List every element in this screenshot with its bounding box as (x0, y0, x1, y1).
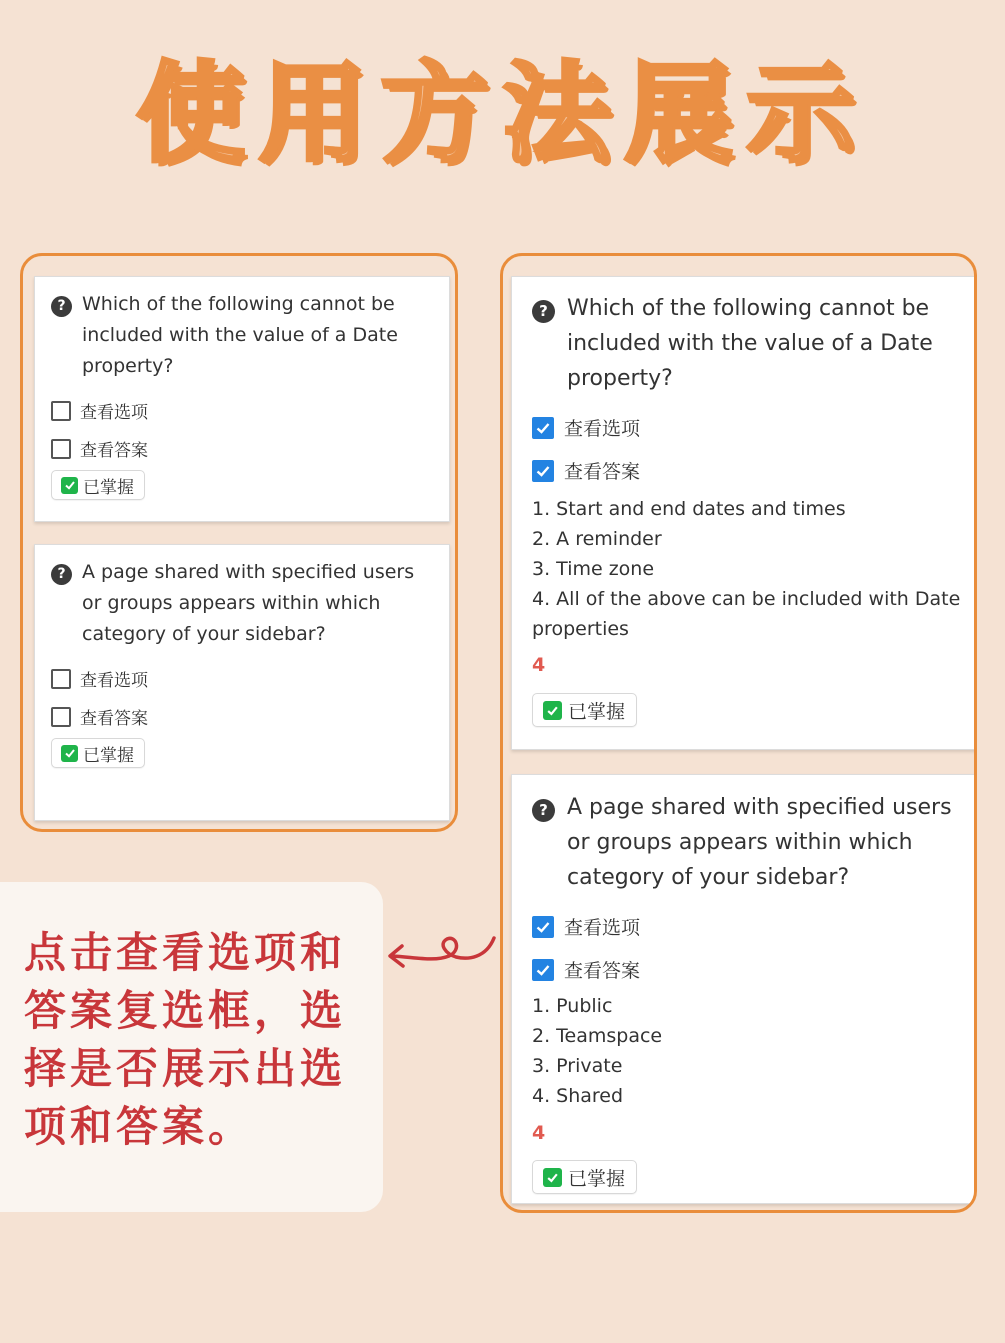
answer-text: 4 (532, 1122, 546, 1144)
mastered-button[interactable] (51, 470, 145, 500)
show-answer-checkbox[interactable] (532, 457, 640, 484)
checkbox-box[interactable] (51, 707, 71, 727)
checkbox-label: 查看选项 (564, 418, 641, 440)
page-title: 使用方法展示 (136, 52, 869, 177)
show-answer-checkbox[interactable] (532, 956, 640, 983)
list-item: 3. Time zone (532, 558, 655, 580)
check-mark-button-icon (543, 1168, 562, 1187)
show-answer-checkbox[interactable] (51, 704, 148, 729)
checkbox-label: 查看答案 (564, 461, 641, 483)
checkbox-box[interactable] (532, 916, 554, 938)
checkbox-label: 查看选项 (564, 917, 641, 939)
flashcard-shared-page (511, 774, 977, 1204)
answer-text: 4 (532, 654, 546, 676)
question-text: A page shared with specified users or groups appears within which category of your sidebar? (567, 795, 952, 890)
checkbox-box[interactable] (532, 460, 554, 482)
mastered-label: 已掌握 (83, 745, 134, 766)
list-item: 3. Private (532, 1055, 623, 1077)
list-item: 2. Teamspace (532, 1025, 663, 1047)
question-circle-icon: ? (532, 799, 555, 822)
mastered-button[interactable] (532, 1160, 637, 1194)
question-text: Which of the following cannot be included with the value of a Date property? (567, 296, 933, 391)
checkbox-box[interactable] (532, 417, 554, 439)
checkbox-label: 查看答案 (564, 960, 641, 982)
list-item: 1. Start and end dates and times (532, 498, 846, 520)
instruction-text: 点击查看选项和答案复选框，选择是否展示出选项和答案。 (24, 928, 347, 1151)
mastered-button[interactable] (532, 693, 637, 727)
mastered-button[interactable] (51, 738, 145, 768)
checkbox-label: 查看答案 (80, 441, 148, 461)
flashcard-date-property (511, 276, 977, 750)
checkbox-box[interactable] (532, 959, 554, 981)
flashcard-shared-page (34, 544, 450, 821)
options-list (532, 991, 962, 1111)
question-text: A page shared with specified users or groups appears within which category of your sidebar? (82, 561, 415, 645)
flashcard-date-property (34, 276, 450, 522)
list-item: 2. A reminder (532, 528, 662, 550)
list-item: 1. Public (532, 995, 613, 1017)
list-item: 4. All of the above can be included with Date properties (532, 588, 961, 640)
mastered-label: 已掌握 (568, 700, 626, 723)
question-circle-icon: ? (532, 300, 555, 323)
left-demo-panel (20, 253, 458, 832)
show-options-checkbox[interactable] (51, 398, 148, 423)
checkbox-label: 查看答案 (80, 709, 148, 729)
checkbox-box[interactable] (51, 439, 71, 459)
right-demo-panel (500, 253, 977, 1213)
curly-arrow-icon (386, 930, 498, 974)
question-text: Which of the following cannot be included with the value of a Date property? (82, 293, 398, 377)
checkbox-box[interactable] (51, 401, 71, 421)
show-answer-checkbox[interactable] (51, 436, 148, 461)
show-options-checkbox[interactable] (51, 666, 148, 691)
mastered-label: 已掌握 (568, 1167, 626, 1190)
checkbox-box[interactable] (51, 669, 71, 689)
show-options-checkbox[interactable] (532, 414, 640, 441)
check-mark-button-icon (61, 745, 78, 762)
show-options-checkbox[interactable] (532, 913, 640, 940)
check-mark-button-icon (61, 477, 78, 494)
list-item: 4. Shared (532, 1085, 624, 1107)
question-circle-icon: ? (51, 564, 72, 585)
checkbox-label: 查看选项 (80, 671, 148, 691)
check-mark-button-icon (543, 701, 562, 720)
question-circle-icon: ? (51, 296, 72, 317)
mastered-label: 已掌握 (83, 477, 134, 498)
options-list (532, 494, 962, 644)
checkbox-label: 查看选项 (80, 403, 148, 423)
